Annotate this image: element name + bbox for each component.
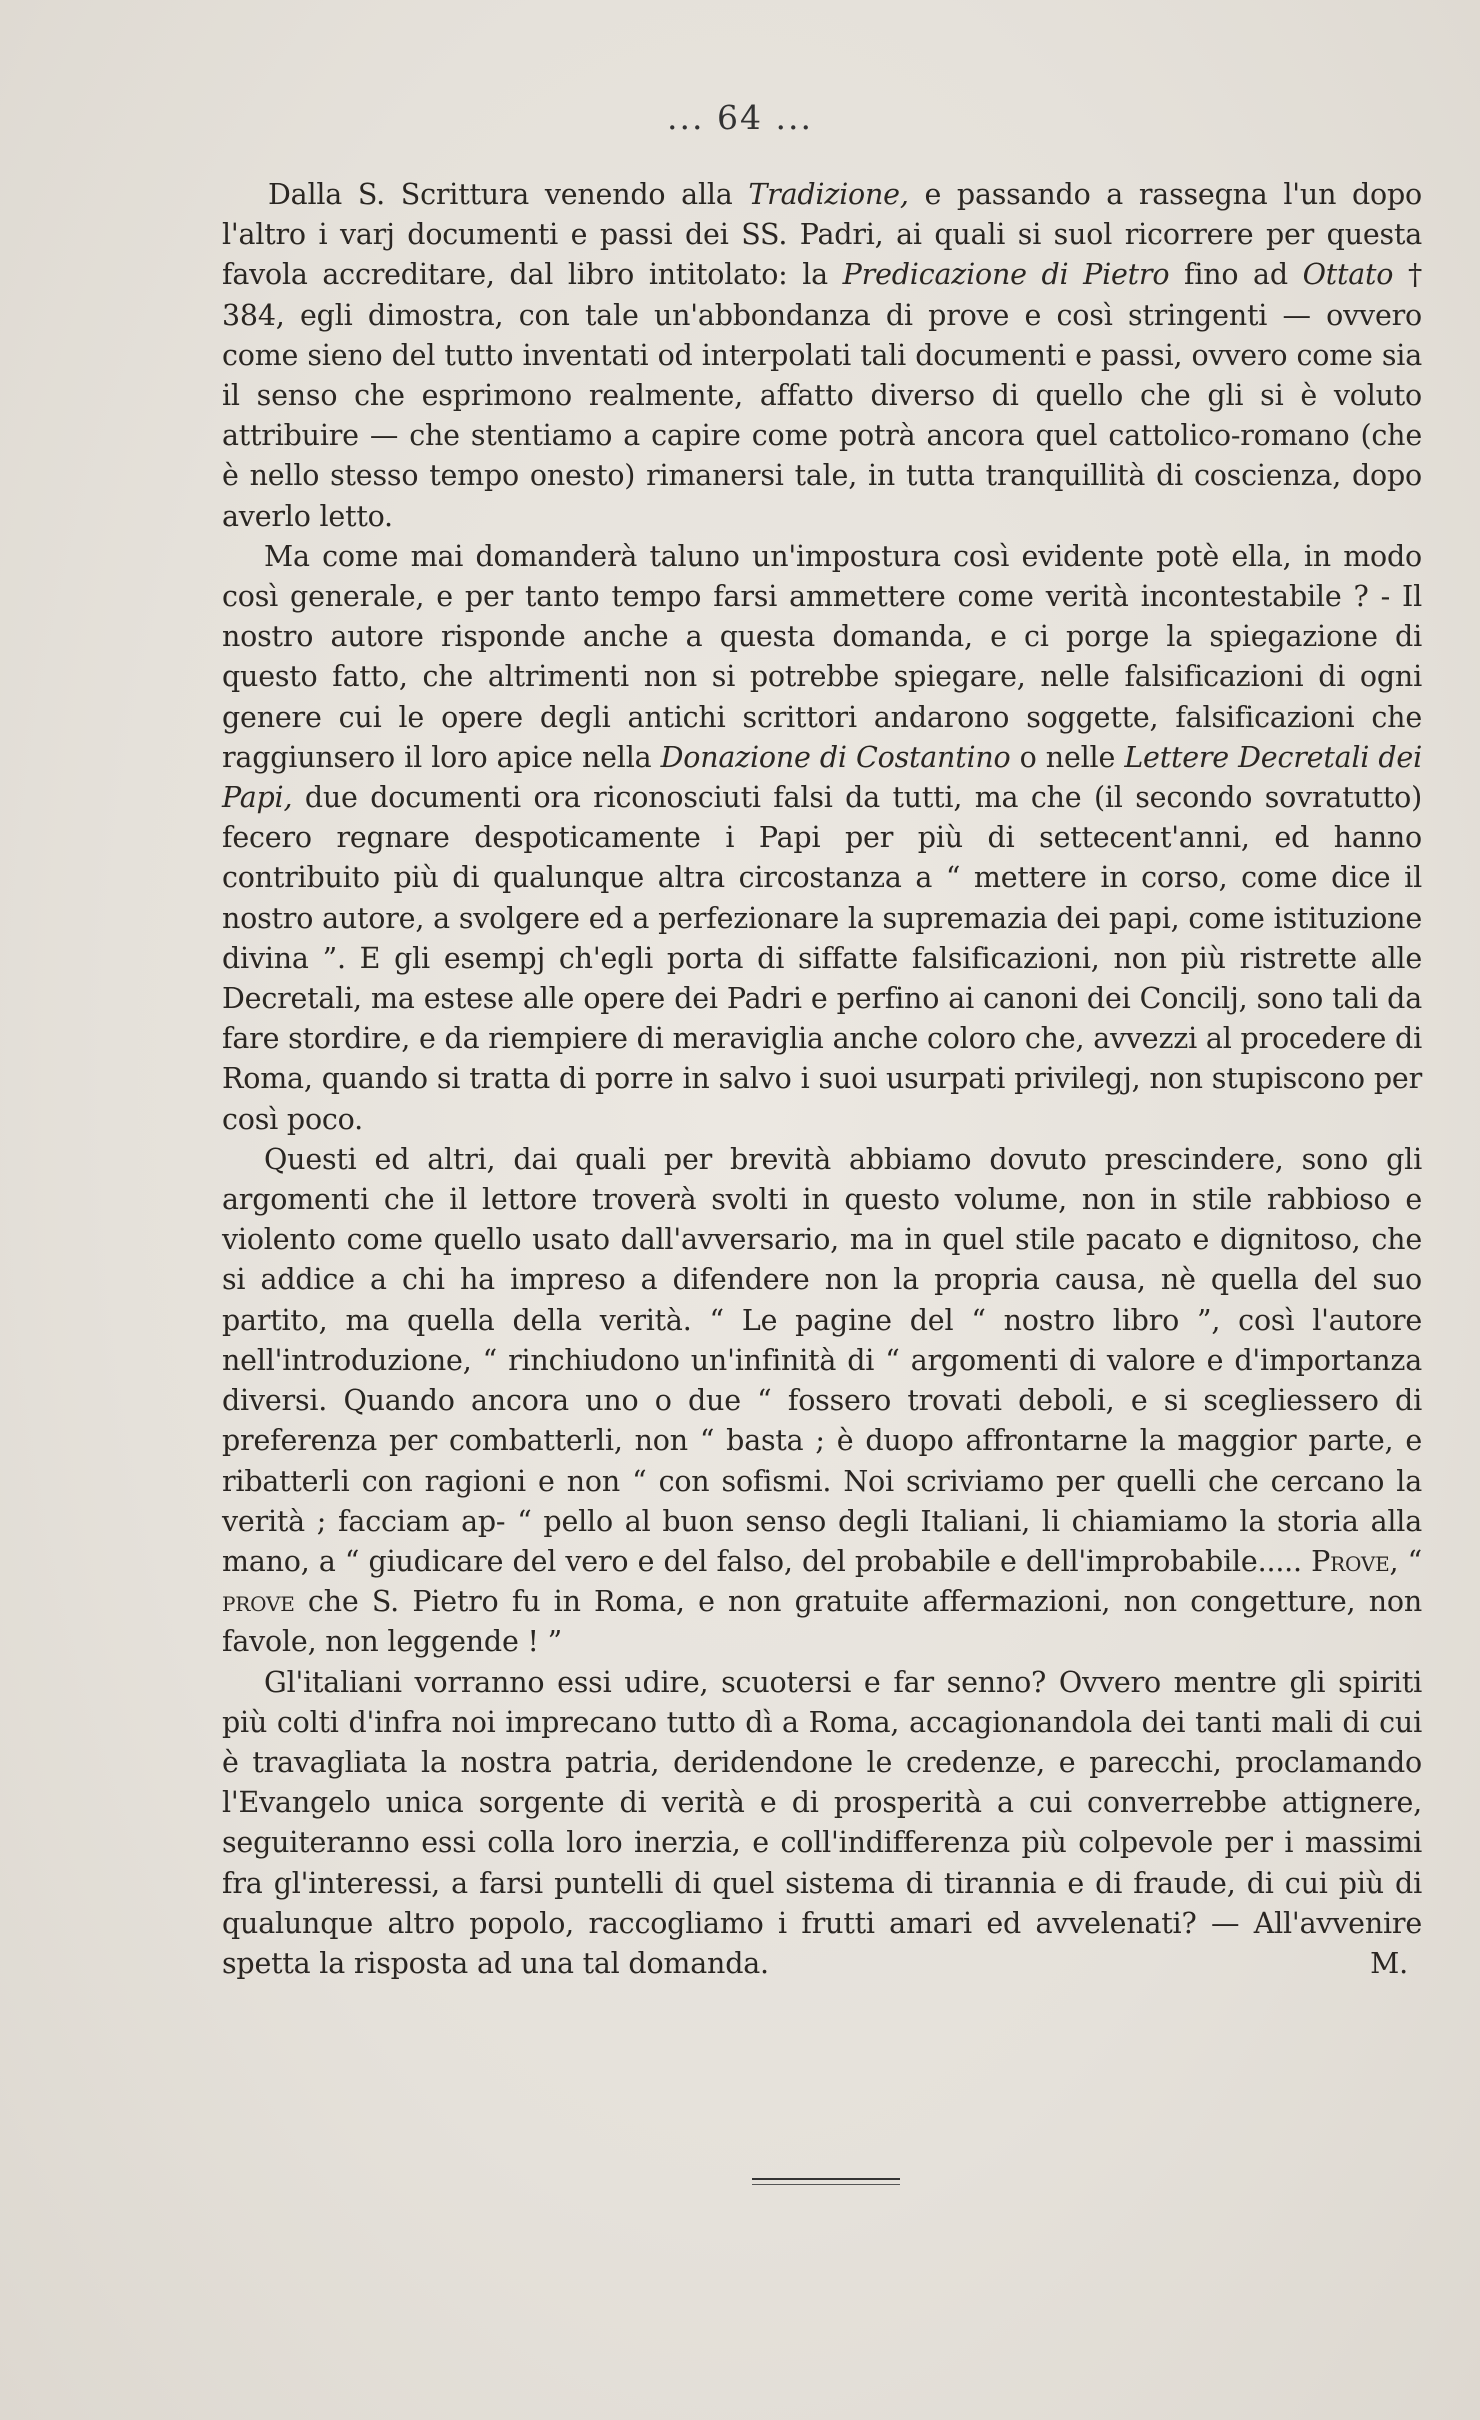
body-text [222, 175, 1422, 1984]
text-run: due documenti ora riconosciuti falsi da tutti, ma che (il secondo sovratutto) fecero regnare despoticamente i Papi per più di settecent'anni, ed hanno contribuito più di qualunque altra circostanza a “ mettere in corso, come dice il nostro autore, a svolgere ed a perfezionare la supremazia dei papi, come istituzione divina ”. E gli esempj ch'egli porta di siffatte falsificazioni, non più ristrette alle Decretali, ma estese alle opere dei Padri e perfino ai canoni dei Concilj, sono tali da fare stordire, e da riempiere di meraviglia anche coloro che, avvezzi al procedere di Roma, quando si tratta di porre in salvo i suoi usurpati privilegj, non stupiscono per così poco. [222, 781, 1422, 1136]
paragraph-3 [222, 1140, 1422, 1663]
italic-title-tradizione: Tradizione, [748, 178, 909, 211]
paragraph-4 [222, 1663, 1422, 1985]
end-rule [752, 2178, 900, 2180]
text-run: Ma come mai domanderà taluno un'impostura così evidente potè ella, in modo così generale, e per tanto tempo farsi ammettere come verità incontestabile ? - Il nostro autore risponde anche a questa domanda, e ci porge la spiegazione di questo fatto, che altrimenti non si potrebbe spiegare, nelle falsificazioni di ogni genere cui le opere degli antichi scrittori andarono soggette, falsificazioni che raggiunsero il loro apice nella [222, 539, 1422, 774]
paragraph-1 [222, 175, 1422, 537]
small-caps-prove: Prove, [1311, 1544, 1399, 1578]
text-run: † 384, egli dimostra, con tale un'abbondanza di prove e così stringenti — ovvero come sieno del tutto inventati od interpolati tali documenti e passi, ovvero come sia il senso che esprimono realmente, affatto diverso di quello che gli si è voluto attribuire — che stentiamo a capire come potrà ancora quel cattolico-romano (che è nello stesso tempo onesto) rimanersi tale, in tutta tranquillità di coscienza, dopo averlo letto. [222, 258, 1423, 533]
author-signature: M. [1370, 1946, 1408, 1980]
text-run: e passando a rassegna l'un dopo l'altro i varj documenti e passi dei SS. Padri, ai quali si suol ricorrere per questa favola accreditare, dal libro intitolato: la [222, 178, 1422, 292]
italic-name-ottato: Ottato [1302, 258, 1394, 292]
text-run: Dalla S. Scrittura venendo alla [268, 178, 749, 211]
paragraph-2 [222, 537, 1422, 1140]
small-caps-prove: prove [222, 1585, 295, 1619]
italic-title-predicazione: Predicazione di Pietro [842, 258, 1170, 292]
page-number: ... 64 ... [667, 98, 813, 137]
text-run: Gl'italiani vorranno essi udire, scuotersi e far senno? Ovvero mentre gli spiriti più colti d'infra noi imprecano tutto dì a Roma, accagionandola dei tanti mali di cui è travagliata la nostra patria, deridendone le credenze, e parecchi, proclamando l'Evangelo unica sorgente di verità e di prosperità a cui converrebbe attignere, seguiteranno essi colla loro inerzia, e coll'indifferenza più colpevole per i massimi fra gl'interessi, a farsi puntelli di quel sistema di tirannia e di fraude, di cui più di qualunque altro popolo, raccogliamo i frutti amari ed avvelenati? — All'avvenire spetta la risposta ad una tal domanda. [222, 1665, 1422, 1980]
text-run: o nelle [1010, 740, 1125, 774]
italic-title-lettere-decretali: Lettere Decretali dei Papi, [222, 740, 1422, 815]
text-run: Questi ed altri, dai quali per brevità abbiamo dovuto prescindere, sono gli argomenti che il lettore troverà svolti in questo volume, non in stile rabbioso e violento come quello usato dall'avversario, ma in quel stile pacato e dignitoso, che si addice a chi ha impreso a difendere non la propria causa, nè quella del suo partito, ma quella della verità. “ Le pagine del “ nostro libro ”, così l'autore nell'introduzione, “ rinchiudono un'infinità di “ argomenti di valore e d'importanza diversi. Quando ancora uno o due “ fossero trovati deboli, e si scegliessero di preferenza per combatterli, non “ basta ; è duopo affrontarne la maggior parte, e ribatterli con ragioni e non “ con sofismi. Noi scriviamo per quelli che cercano la verità ; facciam ap- “ pello al buon senso degli Italiani, li chiamiamo la storia alla mano, a “ giudicare del vero e del falso, del probabile e dell'improbabile..... [222, 1142, 1422, 1578]
text-run: fino ad [1169, 258, 1303, 292]
text-run: che S. Pietro fu in Roma, e non gratuite affermazioni, non congetture, non favole, non leggende ! ” [222, 1585, 1422, 1659]
italic-title-donazione: Donazione di Costantino [660, 740, 1011, 774]
text-run: “ [1398, 1544, 1422, 1578]
